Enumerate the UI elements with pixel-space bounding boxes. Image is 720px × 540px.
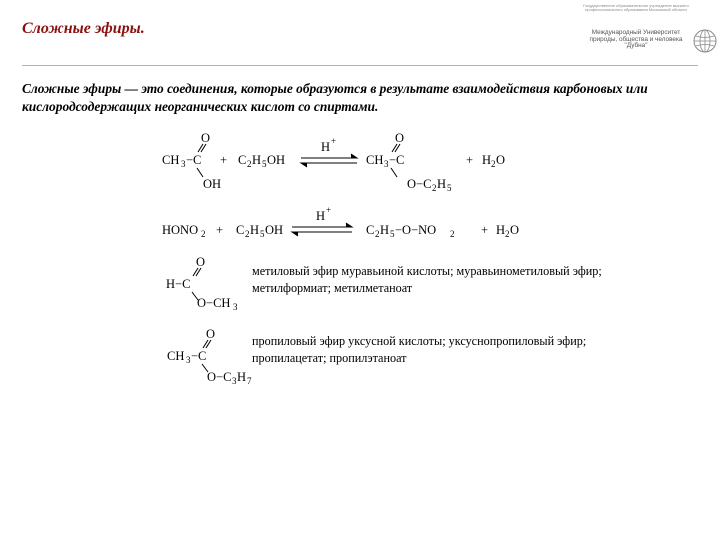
r2-c-sub: 2 [245,229,250,239]
r1-h: H [437,177,447,191]
r1-c2: C [238,153,247,167]
r1-c2-sub: 2 [247,159,252,169]
r1-c: C [193,153,202,167]
ester-1-description: метиловый эфир муравьиной кислоты; муравьинометиловый эфир; метилформиат; метилметаноат [252,264,602,295]
r1-h2o: H [482,153,492,167]
e2-oc: O−C [207,370,232,384]
bond-dash: − [191,349,199,363]
e1-oc: O−CH [197,296,231,310]
r2-ono: −O−NO [395,223,437,237]
slide-title: Сложные эфиры. [22,20,145,37]
r1-c-sub: 2 [432,183,437,193]
e1-oc-sub: 3 [233,302,238,312]
ester-2-description: пропиловый эфир уксусной кислоты; уксуснопропиловый эфир; пропилацетат; пропилэтаноат [252,334,587,365]
r2-ph: H [380,223,390,237]
r1-plus2: + [466,153,474,167]
intro-text: Сложные эфиры — это соединения, которые образуются в результате взаимодействия карбоновых или кислородсодержащих неорганических кислот со спиртами. [22,81,648,114]
bond-dash: − [389,153,397,167]
r2-plus2: + [481,223,489,237]
r2-h-sub: 5 [260,229,265,239]
r1-ch-sub: 3 [181,159,186,169]
r2-oh: OH [265,223,284,237]
r1-plus1: + [220,153,228,167]
r1-oh2: OH [267,153,286,167]
e2-o: O [206,327,216,341]
logo-top-text: Государственное образовательное учреждение высшего профессионального образования Московской области [583,3,689,13]
r2-h: H [250,223,260,237]
reaction-2 [292,223,352,236]
r1-h5: H [252,153,262,167]
e1-o: O [196,255,206,269]
r2-hono: HONO [162,223,199,237]
r1-ch3b: CH [366,153,384,167]
e1-hc: H−C [166,277,191,291]
r1-catalyst: H [321,140,331,154]
r1-h5-sub: 5 [262,159,267,169]
e2-ch-sub: 3 [186,355,191,365]
logo-main-text: Международный Университет природы, общества и человека "Дубна" [589,29,683,50]
e2-h: H [237,370,247,384]
e2-h-sub: 7 [247,376,252,386]
r1-h2o-sub: 2 [491,159,496,169]
r2-catalyst: H [316,209,326,223]
e2-ch: CH [167,349,185,363]
r2-h2o-o: O [510,223,520,237]
r1-catalyst-sup: + [331,136,337,146]
r1-h-sub: 5 [447,183,452,193]
r2-ono-sub: 2 [450,229,455,239]
r2-catalyst-sup: + [326,205,332,215]
r1-h2o-o: O [496,153,506,167]
r2-hono-sub: 2 [201,229,206,239]
r1-ch: CH [162,153,180,167]
r1-oh: OH [203,177,222,191]
e2-c: C [198,349,207,363]
r1-oc: O−C [407,177,432,191]
r1-c3: C [396,153,405,167]
r1-o2: O [395,131,405,145]
r2-plus1: + [216,223,224,237]
r1-o: O [201,131,211,145]
r2-ph-sub: 5 [390,229,395,239]
e2-oc-sub: 3 [232,376,237,386]
r2-h2o: H [496,223,506,237]
r2-pc: C [366,223,375,237]
bond-dash: − [186,153,194,167]
r2-h2o-sub: 2 [505,229,510,239]
r1-ch3b-sub: 3 [384,159,389,169]
r2-pc-sub: 2 [375,229,380,239]
r2-c: C [236,223,245,237]
